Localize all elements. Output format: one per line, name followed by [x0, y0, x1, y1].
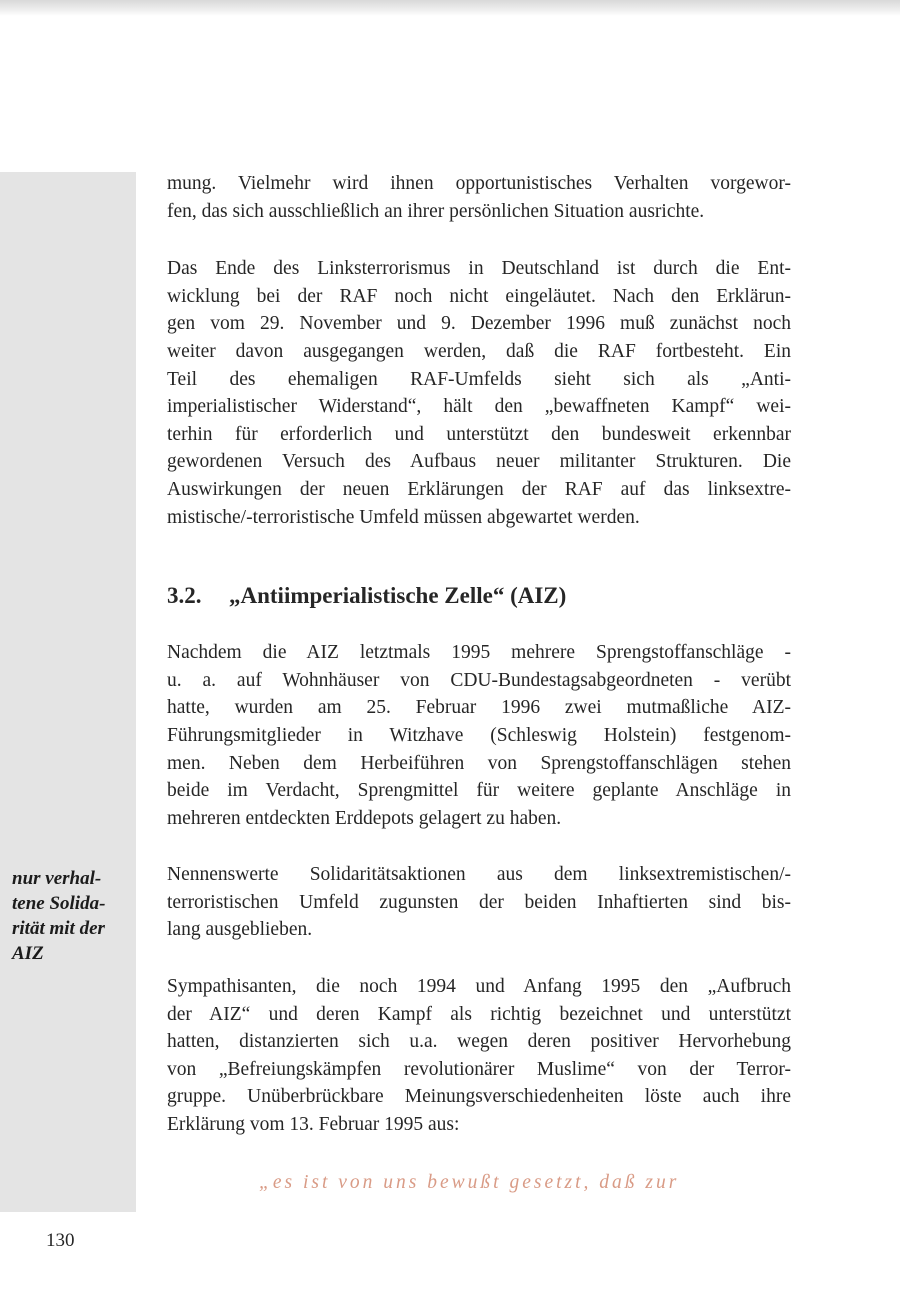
margin-note [12, 866, 132, 966]
text-line: u. a. auf Wohnhäuser von CDU-Bundestagsabgeordneten - verübt [167, 669, 791, 691]
text-line: Auswirkungen der neuen Erklärungen der RAF auf das linksextre- [167, 478, 791, 500]
text-column [167, 170, 791, 1196]
margin-note-line: nur verhal- [12, 868, 102, 889]
text-line: mehreren entdeckten Erddepots gelagert zu haben. [167, 807, 562, 829]
section-number: 3.2. [167, 583, 202, 609]
text-line: Sympathisanten, die noch 1994 und Anfang 1995 den „Aufbruch [167, 976, 791, 998]
margin-column [0, 172, 136, 1212]
text-line: Nachdem die AIZ letztmals 1995 mehrere Sprengstoffanschläge - [167, 642, 791, 664]
text-line: von „Befreiungskämpfen revolutionärer Muslime“ von der Terror- [167, 1058, 791, 1080]
text-line: wicklung bei der RAF noch nicht eingeläutet. Nach den Erklärun- [167, 285, 791, 307]
text-line: mung. Vielmehr wird ihnen opportunistisches Verhalten vorgewor- [167, 173, 791, 194]
text-line: imperialistischer Widerstand“, hält den „bewaffneten Kampf“ wei- [167, 396, 791, 418]
text-line: gewordenen Versuch des Aufbaus neuer militanter Strukturen. Die [167, 451, 791, 473]
text-line: der AIZ“ und deren Kampf als richtig bezeichnet und unterstützt [167, 1003, 791, 1025]
text-line: terhin für erforderlich und unterstützt den bundesweit erkennbar [167, 423, 791, 445]
paragraph-4 [167, 861, 791, 944]
text-line: gen vom 29. November und 9. Dezember 1996 muß zunächst noch [167, 313, 791, 335]
margin-note-line: tene Solida- [12, 893, 106, 914]
margin-note-line: rität mit der [12, 918, 105, 939]
text-line: mistische/-terroristische Umfeld müssen abgewartet werden. [167, 506, 640, 528]
text-line: terroristischen Umfeld zugunsten der beiden Inhaftierten sind bis- [167, 891, 791, 913]
page-number: 130 [46, 1230, 75, 1251]
text-line: Nennenswerte Solidaritätsaktionen aus dem linksextremistischen/- [167, 864, 791, 886]
text-line: gruppe. Unüberbrückbare Meinungsverschiedenheiten löste auch ihre [167, 1086, 791, 1108]
text-line: Erklärung vom 13. Februar 1995 aus: [167, 1114, 460, 1136]
text-line: hatte, wurden am 25. Februar 1996 zwei mutmaßliche AIZ- [167, 697, 791, 719]
paragraph-5 [167, 973, 791, 1139]
scan-edge-shadow [0, 0, 900, 16]
text-line: Teil des ehemaligen RAF-Umfelds sieht sich als „Anti- [167, 368, 791, 390]
text-line: men. Neben dem Herbeiführen von Sprengstoffanschlägen stehen [167, 752, 791, 774]
section-heading [167, 581, 791, 611]
text-line: fen, das sich ausschließlich an ihrer persönlichen Situation ausrichte. [167, 200, 705, 222]
section-title: „Antiimperialistische Zelle“ (AIZ) [229, 583, 567, 609]
text-line: Das Ende des Linksterrorismus in Deutschland ist durch die Ent- [167, 258, 791, 280]
paragraph-2 [167, 255, 791, 531]
text-line: hatten, distanzierten sich u.a. wegen deren positiver Hervorhebung [167, 1031, 791, 1053]
quote-line: „es ist von uns bewußt gesetzt, daß zur [259, 1171, 680, 1193]
text-line: weiter davon ausgegangen werden, daß die RAF fortbesteht. Ein [167, 340, 791, 362]
paragraph-3 [167, 639, 791, 832]
text-line: lang ausgeblieben. [167, 919, 313, 941]
text-line: beide im Verdacht, Sprengmittel für weitere geplante Anschläge in [167, 780, 791, 802]
margin-note-line: AIZ [12, 943, 44, 964]
text-line: Führungsmitglieder in Witzhave (Schleswig Holstein) festgenom- [167, 724, 791, 746]
paragraph-1 [167, 170, 791, 225]
